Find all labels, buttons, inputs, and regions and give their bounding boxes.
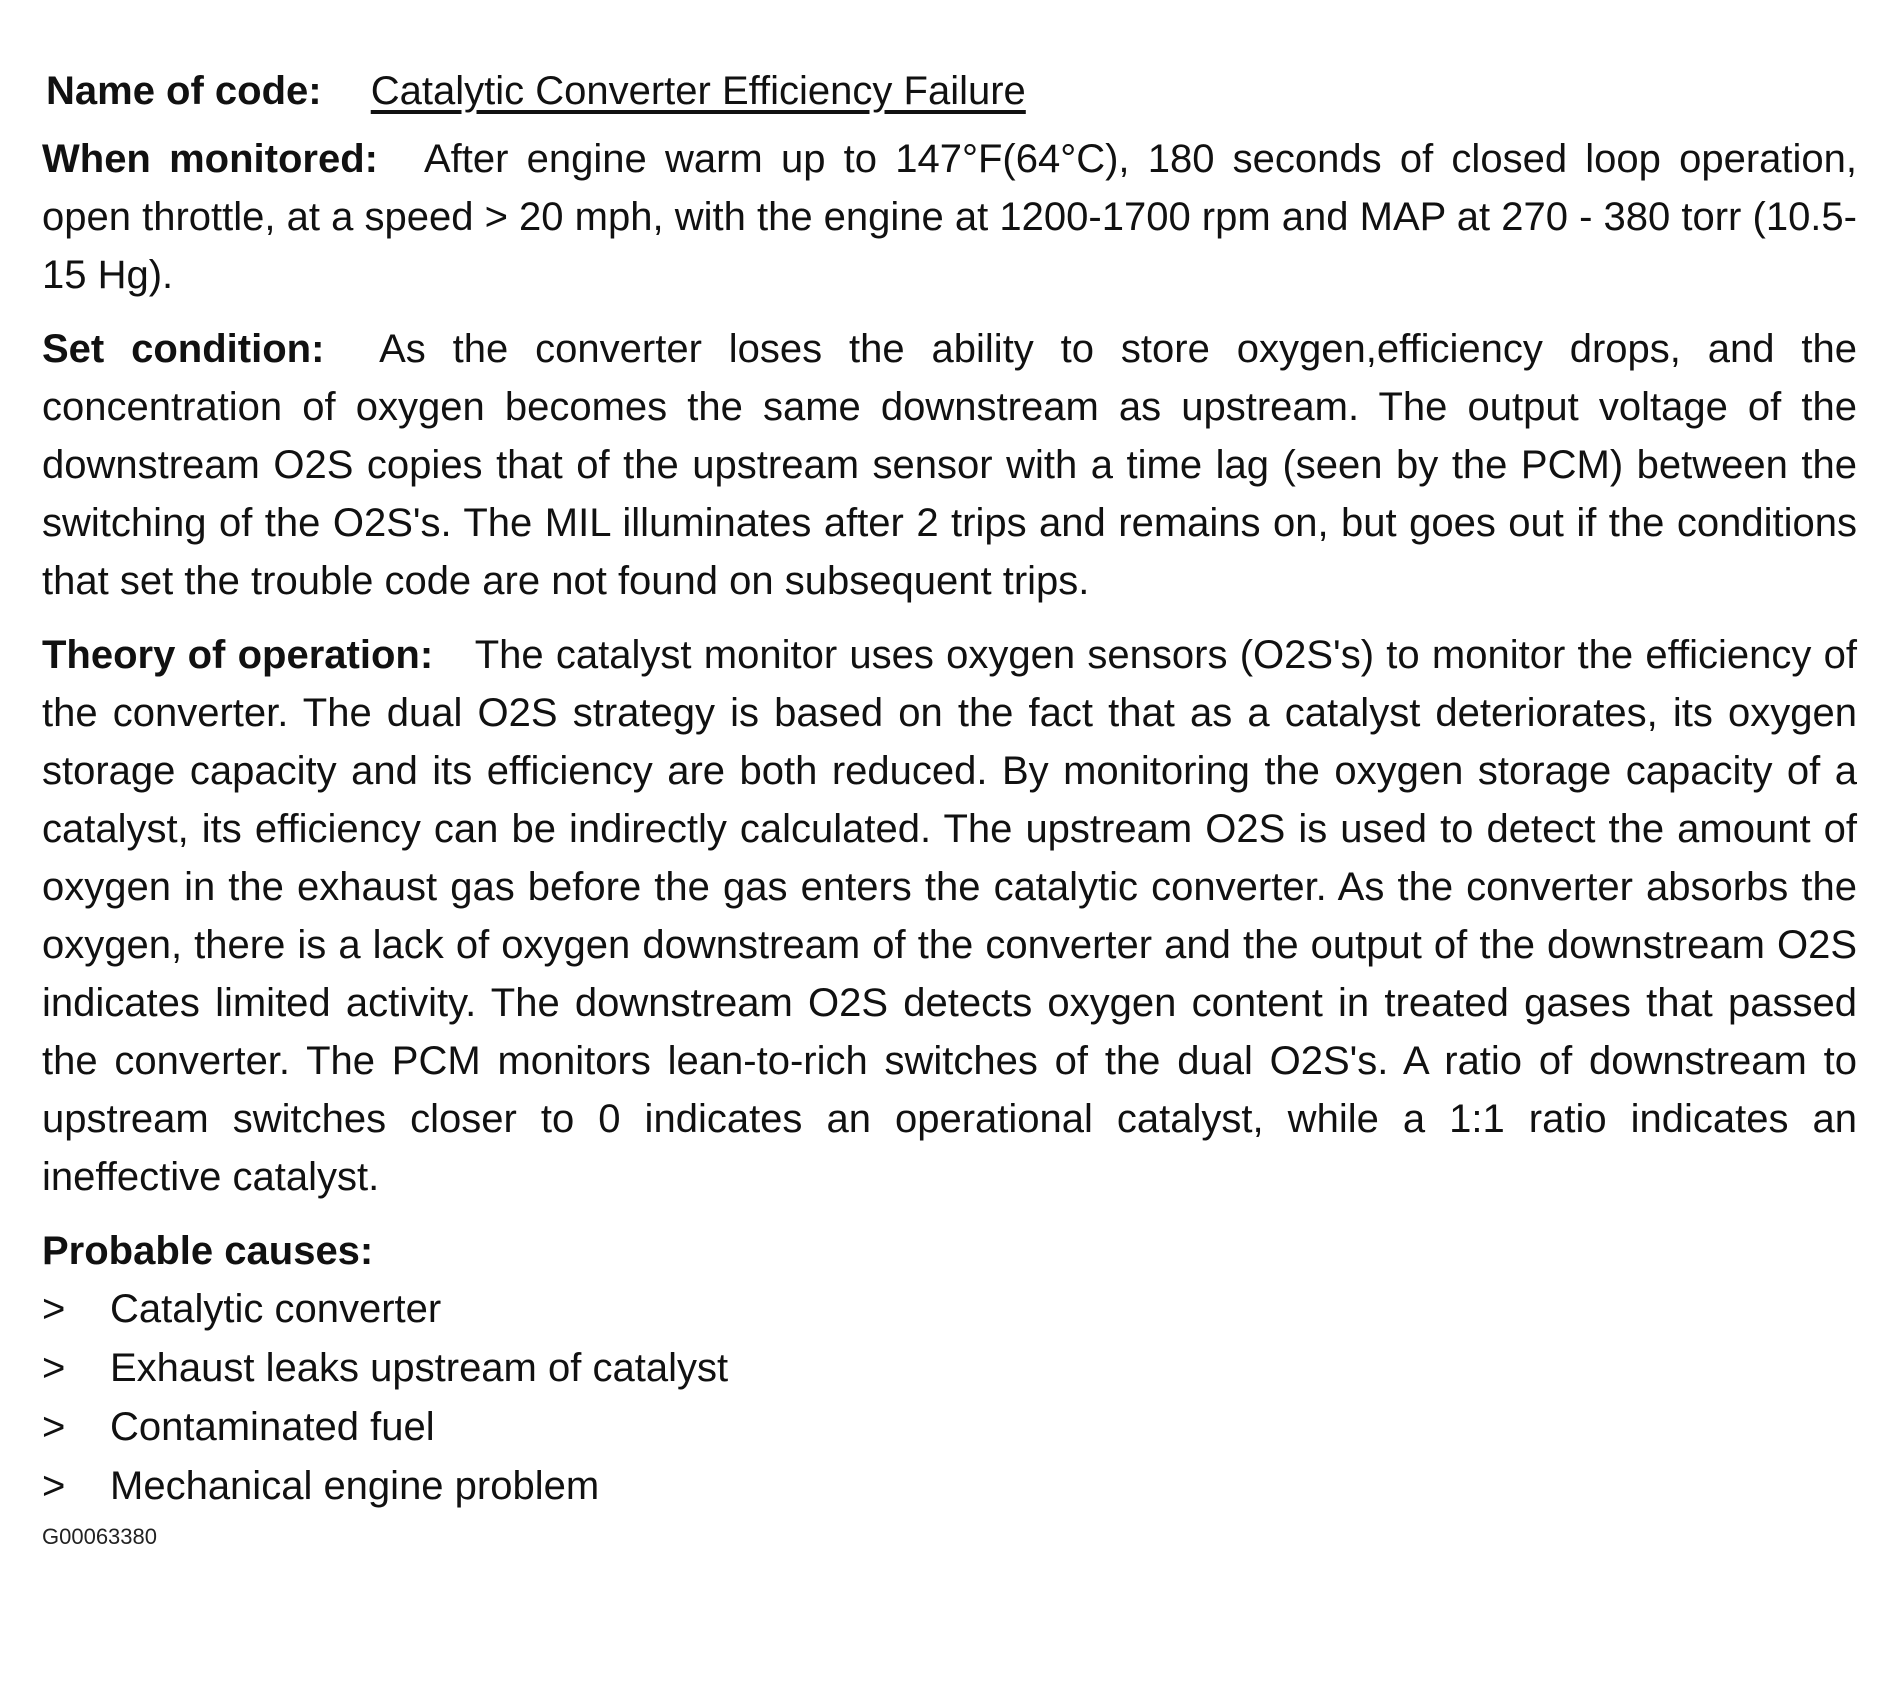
set-condition-label: Set condition:	[42, 327, 325, 371]
list-item	[42, 1339, 1857, 1398]
list-item	[42, 1398, 1857, 1457]
set-condition-text: As the converter loses the ability to store oxygen,efficiency drops, and the concentration of oxygen becomes the same downstream as upstream. The output voltage of the downstream O2S copies that of the upstream sensor with a time lag (seen by the PCM) between the switching of the O2S's. The MIL illuminates after 2 trips and remains on, but goes out if the conditions that set the trouble code are not found on subsequent trips.	[42, 327, 1858, 603]
bullet-marker: >	[42, 1464, 66, 1508]
theory-of-operation-section	[42, 626, 1857, 1206]
probable-causes-list	[42, 1280, 1857, 1516]
theory-of-operation-label: Theory of operation:	[42, 633, 434, 677]
when-monitored-text: After engine warm up to 147°F(64°C), 180 seconds of closed loop operation, open throttle, at a speed > 20 mph, with the engine at 1200-1700 rpm and MAP at 270 - 380 torr (10.5-15 Hg).	[42, 137, 1858, 297]
when-monitored-label: When monitored:	[42, 137, 378, 181]
list-item	[42, 1457, 1857, 1516]
cause-text: Exhaust leaks upstream of catalyst	[110, 1346, 729, 1390]
name-of-code-value: Catalytic Converter Efficiency Failure	[370, 69, 1026, 113]
theory-of-operation-text: The catalyst monitor uses oxygen sensors (O2S's) to monitor the efficiency of the converter. The dual O2S strategy is based on the fact that as a catalyst deteriorates, its oxygen storage capacity and its efficiency are both reduced. By monitoring the oxygen storage capacity of a catalyst, its efficiency can be indirectly calculated. The upstream O2S is used to detect the amount of oxygen in the exhaust gas before the gas enters the catalytic converter. As the converter absorbs the oxygen, there is a lack of oxygen downstream of the converter and the output of the downstream O2S indicates limited activity. The downstream O2S detects oxygen content in treated gases that passed the converter. The PCM monitors lean-to-rich switches of the dual O2S's. A ratio of downstream to upstream switches closer to 0 indicates an operational catalyst, while a 1:1 ratio indicates an ineffective catalyst.	[42, 633, 1858, 1199]
cause-text: Mechanical engine problem	[110, 1464, 600, 1508]
cause-text: Contaminated fuel	[110, 1405, 435, 1449]
probable-causes-heading: Probable causes:	[42, 1229, 374, 1273]
set-condition-section	[42, 320, 1857, 610]
bullet-marker: >	[42, 1346, 66, 1390]
list-item	[42, 1280, 1857, 1339]
when-monitored-section	[42, 130, 1857, 304]
name-of-code-label: Name of code:	[46, 69, 322, 113]
figure-code: G00063380	[42, 1524, 157, 1549]
cause-text: Catalytic converter	[110, 1287, 442, 1331]
name-of-code-line	[46, 62, 1857, 120]
bullet-marker: >	[42, 1405, 66, 1449]
document-page	[42, 62, 1857, 1552]
bullet-marker: >	[42, 1287, 66, 1331]
